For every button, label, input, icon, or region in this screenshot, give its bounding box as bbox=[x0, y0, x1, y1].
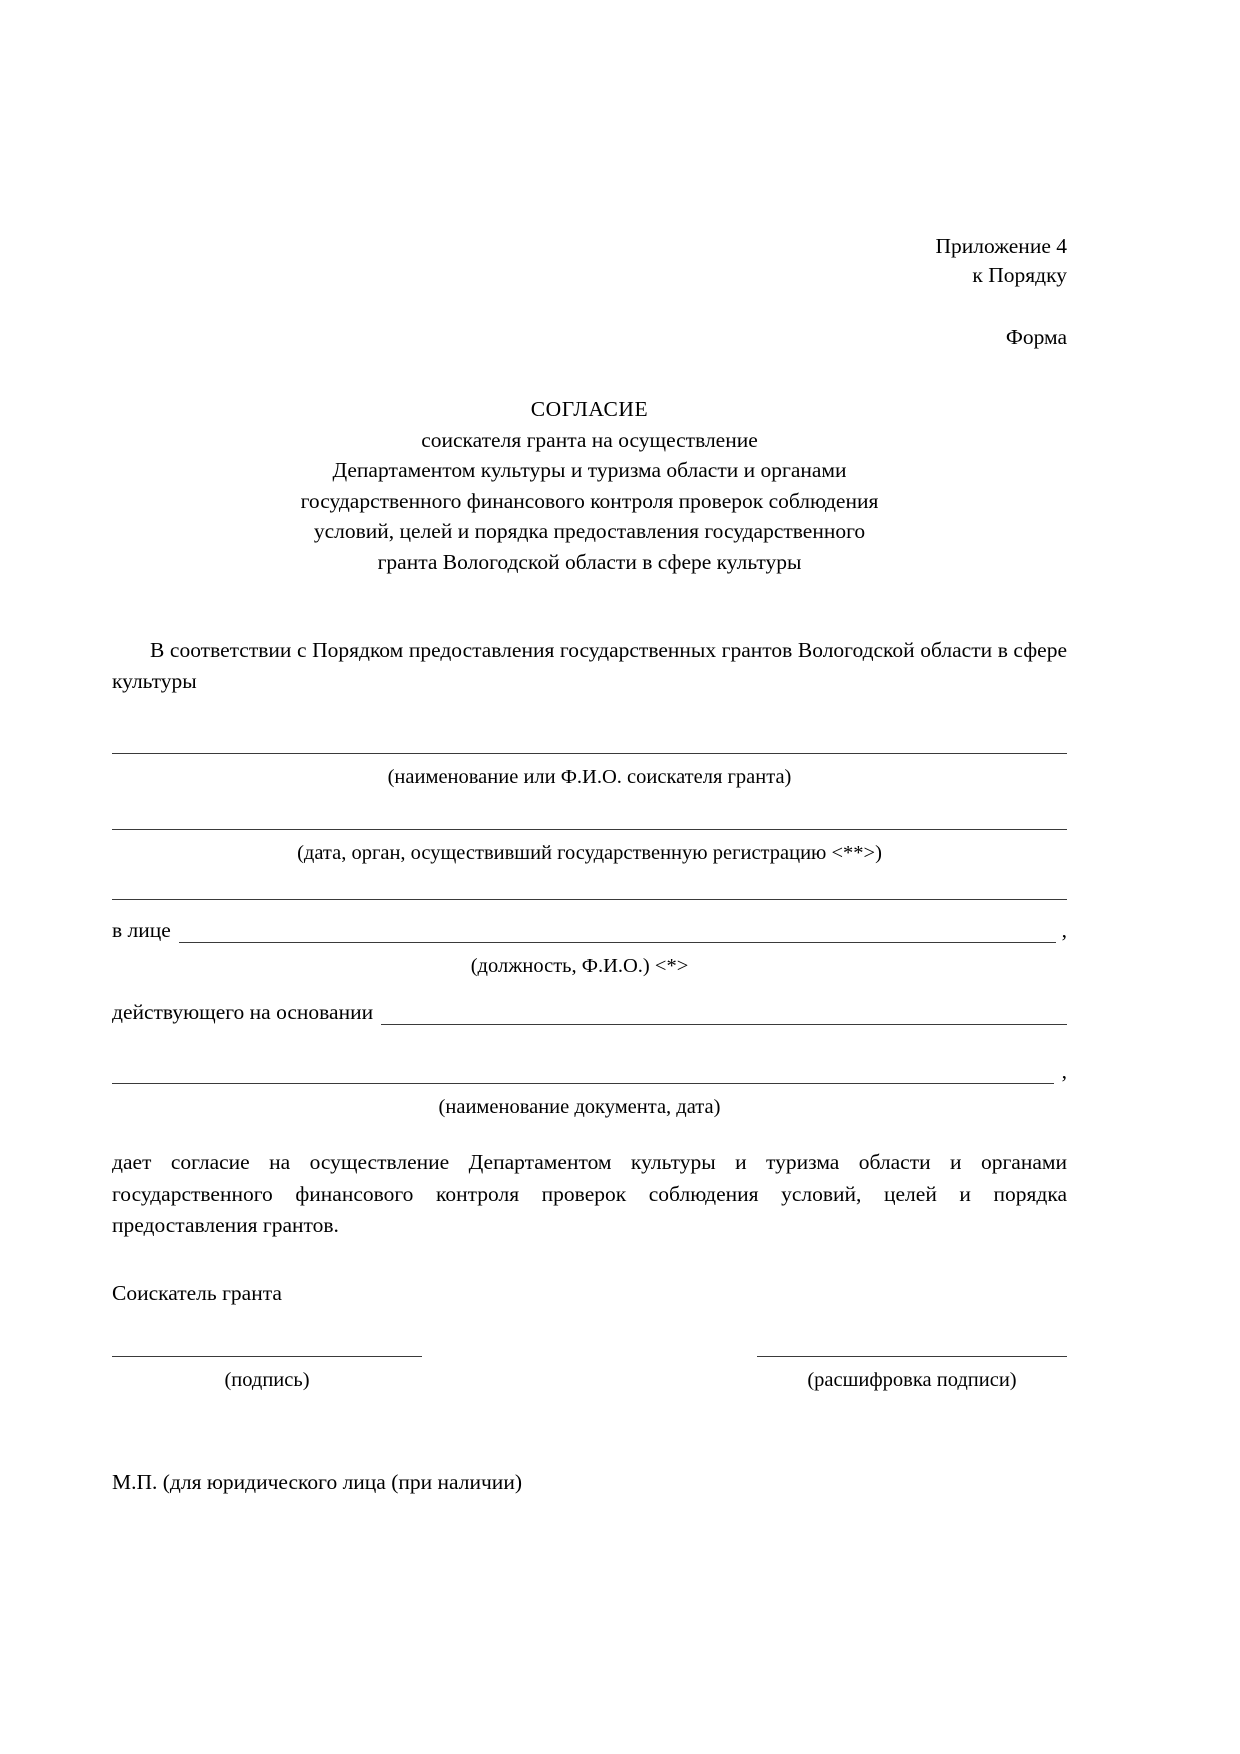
appendix-header bbox=[112, 232, 1067, 290]
signature-transcript-caption: (расшифровка подписи) bbox=[807, 1368, 1017, 1391]
form-label: Форма bbox=[1005, 325, 1067, 350]
registration-caption: (дата, орган, осуществивший государственную регистрацию <**>) bbox=[297, 842, 882, 865]
document-title-block bbox=[112, 394, 1067, 577]
acting-on-input-rule[interactable] bbox=[381, 1006, 1067, 1025]
consent-paragraph: дает согласие на осуществление Департаментом культуры и туризма области и органами государственного финансового контроля проверок соблюдения условий, целей и порядка предоставления грантов. bbox=[112, 1150, 1067, 1237]
page-title: СОГЛАСИЕ bbox=[530, 397, 649, 422]
signature-field[interactable] bbox=[112, 1356, 422, 1392]
acting-on-row[interactable] bbox=[112, 1000, 1067, 1025]
title-subline-4: условий, целей и порядка предоставления государственного bbox=[313, 519, 866, 544]
appendix-to-order: к Порядку bbox=[972, 263, 1067, 288]
in-person-input-rule[interactable] bbox=[179, 924, 1056, 943]
document-name-comma: , bbox=[1061, 1059, 1067, 1084]
applicant-name-field[interactable] bbox=[112, 753, 1067, 789]
document-name-row[interactable] bbox=[112, 1059, 1067, 1084]
signature-transcript-rule[interactable] bbox=[757, 1356, 1067, 1357]
stamp-note: М.П. (для юридического лица (при наличии) bbox=[112, 1469, 522, 1494]
intro-paragraph: В соответствии с Порядком предоставления государственных грантов Вологодской области в сфере культуры bbox=[112, 638, 1067, 694]
signature-caption: (подпись) bbox=[224, 1368, 310, 1391]
registration-rule[interactable] bbox=[112, 829, 1067, 830]
signature-transcript-field[interactable] bbox=[757, 1356, 1067, 1392]
appendix-number: Приложение 4 bbox=[935, 234, 1067, 258]
document-name-rule[interactable] bbox=[112, 1067, 1054, 1084]
document-name-caption: (наименование документа, дата) bbox=[438, 1096, 721, 1119]
in-person-comma: , bbox=[1061, 918, 1067, 943]
applicant-name-rule[interactable] bbox=[112, 753, 1067, 754]
title-subline-3: государственного финансового контроля проверок соблюдения bbox=[300, 488, 879, 513]
position-caption: (должность, Ф.И.О.) <*> bbox=[470, 955, 689, 978]
signature-rule[interactable] bbox=[112, 1356, 422, 1357]
acting-on-label: действующего на основании bbox=[112, 1000, 374, 1025]
applicant-name-caption: (наименование или Ф.И.О. соискателя гранта) bbox=[387, 766, 792, 789]
in-person-row[interactable] bbox=[112, 918, 1067, 943]
title-subline-5: гранта Вологодской области в сфере культуры bbox=[377, 549, 802, 574]
registration-field[interactable] bbox=[112, 829, 1067, 865]
document-content bbox=[112, 0, 1067, 1495]
in-person-label: в лице bbox=[112, 918, 171, 943]
title-subline-1: соискателя гранта на осуществление bbox=[421, 427, 758, 452]
signature-row bbox=[112, 1356, 1067, 1392]
title-subline-2: Департаментом культуры и туризма области и органами bbox=[332, 458, 847, 483]
registration-continuation-rule[interactable] bbox=[112, 899, 1067, 900]
applicant-label: Соискатель гранта bbox=[112, 1280, 282, 1305]
